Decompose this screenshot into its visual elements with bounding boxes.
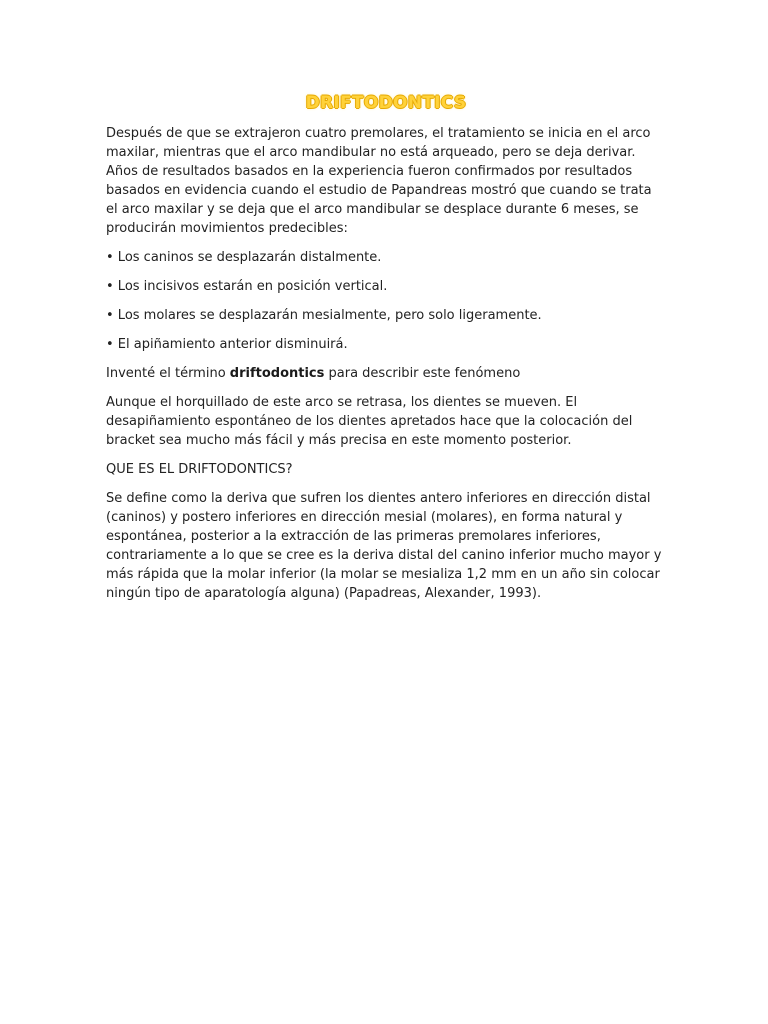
bullet-item-crowding: • El apiñamiento anterior disminuirá. [106,337,348,352]
bullet-item-canines: • Los caninos se desplazarán distalmente. [106,250,382,265]
coined-term-paragraph [106,364,666,383]
definition-paragraph: Se define como la deriva que sufren los dientes antero inferiores en dirección distal (caninos) y postero inferiores en dirección mesial (molares), en forma natural y espontánea, posterior a la extracción de las primeras premolares inferiores, contrariamente a lo que se cree es la deriva distal del canino inferior mucho mayor y más rápida que la molar inferior (la molar se mesializa 1,2 mm en un año sin colocar ningún tipo de aparatología alguna) (Papadreas, Alexander, 1993). [106,491,662,601]
bullet-item-molars: • Los molares se desplazarán mesialmente, pero solo ligeramente. [106,308,542,323]
document-title: DRIFTODONTICS [305,93,467,113]
coined-term: driftodontics [229,366,325,381]
coined-term-suffix: para describir este fenómeno [324,366,521,381]
document-body [106,92,666,613]
bullet-item-incisors: • Los incisivos estarán en posición vertical. [106,279,388,294]
question-heading: QUE ES EL DRIFTODONTICS? [106,462,293,477]
coined-term-prefix: Inventé el término [106,366,230,381]
intro-paragraph: Después de que se extrajeron cuatro premolares, el tratamiento se inicia en el arco maxilar, mientras que el arco mandibular no está arqueado, pero se deja derivar. Años de resultados basados en la experiencia fueron confirmados por resultados basados en evidencia cuando el estudio de Papandreas mostró que cuando se trata el arco maxilar y se deja que el arco mandibular se desplace durante 6 meses, se producirán movimientos predecibles: [106,126,652,236]
bracketing-paragraph: Aunque el horquillado de este arco se retrasa, los dientes se mueven. El desapiñamiento espontáneo de los dientes apretados hace que la colocación del bracket sea mucho más fácil y más precisa en este momento posterior. [106,395,633,448]
